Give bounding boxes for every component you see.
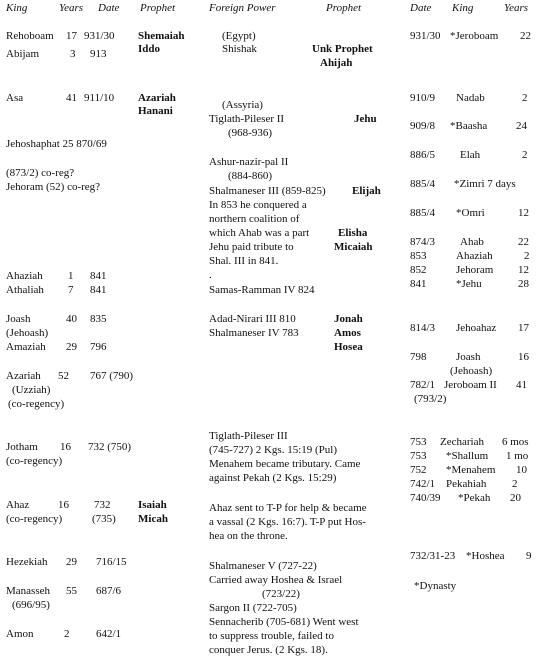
foreign-note: conquer Jerus. (2 Kgs. 18). bbox=[209, 644, 328, 656]
judah-king-name: Asa bbox=[6, 92, 24, 104]
judah-king-subtitle: (Jehoash) bbox=[6, 327, 49, 339]
judah-king-years: 2 bbox=[64, 628, 70, 640]
israel-king-years: 16 bbox=[518, 351, 529, 363]
judah-king-subtitle: (co-regency) bbox=[8, 398, 65, 410]
foreign-ruler: Sargon II (722-705) bbox=[209, 602, 297, 614]
israel-prophet: Unk Prophet bbox=[312, 43, 373, 55]
foreign-note: against Pekah (2 Kgs. 15:29) bbox=[209, 472, 337, 484]
israel-king-date: 732/31-23 bbox=[410, 550, 456, 562]
foreign-note: Menahem became tributary. Came bbox=[209, 458, 361, 470]
judah-king-subtitle: (Uzziah) bbox=[12, 384, 51, 396]
israel-king-name: *Pekah bbox=[458, 492, 491, 504]
israel-king-years: 41 bbox=[516, 379, 527, 391]
judah-king-name: Ahaziah bbox=[6, 270, 43, 282]
israel-king-date: 853 bbox=[410, 250, 427, 262]
judah-king-name: Manasseh bbox=[6, 585, 50, 597]
header-foreign-power: Foreign Power bbox=[209, 2, 276, 14]
israel-king-date: 852 bbox=[410, 264, 427, 276]
israel-king-years: 22 bbox=[520, 30, 531, 42]
judah-king-name: Athaliah bbox=[6, 284, 44, 296]
judah-king-subtitle: (co-regency) bbox=[6, 513, 63, 525]
judah-king-years: 40 bbox=[66, 313, 77, 325]
foreign-ruler-dates: (968-936) bbox=[228, 127, 272, 139]
judah-king-years: 41 bbox=[66, 92, 77, 104]
israel-prophet: Hosea bbox=[334, 341, 363, 353]
judah-prophet: Azariah bbox=[138, 92, 176, 104]
israel-king-years: 6 mos bbox=[502, 436, 529, 448]
foreign-note: which Ahab was a part bbox=[209, 227, 310, 239]
judah-king-name: Azariah bbox=[6, 370, 41, 382]
israel-king-name: *Jehu bbox=[456, 278, 482, 290]
judah-king-years: 7 bbox=[68, 284, 74, 296]
judah-king-name: Hezekiah bbox=[6, 556, 48, 568]
foreign-ruler: Shalmaneser IV 783 bbox=[209, 327, 299, 339]
foreign-note: (723/22) bbox=[262, 588, 300, 600]
foreign-ruler: Tiglath-Pileser III bbox=[209, 430, 288, 442]
judah-king-name: Amon bbox=[6, 628, 34, 640]
foreign-note: hea on the throne. bbox=[209, 530, 288, 542]
israel-king-years: 20 bbox=[510, 492, 521, 504]
foreign-note: Carried away Hoshea & Israel bbox=[209, 574, 343, 586]
judah-king-years: 3 bbox=[70, 48, 76, 60]
header-date-israel: Date bbox=[410, 2, 432, 14]
israel-king-date: 885/4 bbox=[410, 178, 436, 190]
israel-prophet: Elijah bbox=[352, 185, 381, 197]
header-years: Years bbox=[59, 2, 84, 14]
israel-king-years: 22 bbox=[518, 236, 529, 248]
header-date: Date bbox=[98, 2, 120, 14]
header-prophet: Prophet bbox=[140, 2, 176, 14]
israel-king-years: 28 bbox=[518, 278, 529, 290]
judah-king-date: 767 (790) bbox=[90, 370, 134, 382]
judah-king-years: 17 bbox=[66, 30, 77, 42]
israel-king-years: 2 bbox=[522, 92, 528, 104]
israel-king-name: *Baasha bbox=[450, 120, 488, 132]
israel-king-name: Jehoahaz bbox=[456, 322, 497, 334]
israel-king-date: 886/5 bbox=[410, 149, 436, 161]
judah-prophet: Hanani bbox=[138, 105, 173, 117]
judah-king-years: 16 bbox=[60, 441, 71, 453]
judah-king-line: Jehoshaphat 25 870/69 bbox=[6, 138, 107, 150]
israel-king-date: 841 bbox=[410, 278, 427, 290]
judah-prophet: Isaiah bbox=[138, 499, 167, 511]
dynasty-legend: *Dynasty bbox=[414, 580, 457, 592]
judah-king-date: 931/30 bbox=[84, 30, 115, 42]
foreign-note: Jehu paid tribute to bbox=[209, 241, 294, 253]
israel-prophet: Jehu bbox=[354, 113, 377, 125]
judah-king-name: Abijam bbox=[6, 48, 39, 60]
judah-king-date: 911/10 bbox=[84, 92, 115, 104]
israel-king-date: 874/3 bbox=[410, 236, 436, 248]
israel-king-years: 9 bbox=[526, 550, 532, 562]
judah-king-date: 913 bbox=[90, 48, 107, 60]
foreign-ruler: Shishak bbox=[222, 43, 257, 55]
israel-king-name: Jeroboam II bbox=[444, 379, 497, 391]
israel-king-name: Ahab bbox=[460, 236, 484, 248]
israel-king-date: 752 bbox=[410, 464, 427, 476]
judah-king-subtitle: (696/95) bbox=[12, 599, 50, 611]
foreign-note: Shal. III in 841. bbox=[209, 255, 279, 267]
judah-king-name: Rehoboam bbox=[6, 30, 54, 42]
israel-prophet: Jonah bbox=[334, 313, 363, 325]
israel-prophet: Elisha bbox=[338, 227, 368, 239]
israel-king-years: 2 bbox=[522, 149, 528, 161]
judah-king-years: 52 bbox=[58, 370, 69, 382]
judah-king-date: 732 (750) bbox=[88, 441, 132, 453]
foreign-ruler: Shalmaneser V (727-22) bbox=[209, 560, 317, 572]
israel-king-name: *Shallum bbox=[446, 450, 489, 462]
judah-king-name: Ahaz bbox=[6, 499, 30, 511]
israel-king-years: 2 bbox=[512, 478, 518, 490]
israel-king-date: 814/3 bbox=[410, 322, 436, 334]
israel-king-years: 17 bbox=[518, 322, 529, 334]
judah-king-name: Jotham bbox=[6, 441, 38, 453]
foreign-note: . bbox=[209, 269, 212, 281]
judah-king-years: 29 bbox=[66, 556, 77, 568]
foreign-note: a vassal (2 Kgs. 16:7). T-P put Hos- bbox=[209, 516, 366, 528]
header-king-israel: King bbox=[452, 2, 474, 14]
israel-king-name: *Jeroboam bbox=[450, 30, 499, 42]
israel-king-years: 24 bbox=[516, 120, 527, 132]
israel-prophet: Amos bbox=[334, 327, 361, 339]
judah-king-subtitle: (co-regency) bbox=[6, 455, 63, 467]
israel-king-subtitle: (Jehoash) bbox=[450, 365, 493, 377]
foreign-ruler: Adad-Nirari III 810 bbox=[209, 313, 296, 325]
judah-king-years: 29 bbox=[66, 341, 77, 353]
israel-king-years: 10 bbox=[516, 464, 527, 476]
israel-king-name: *Menahem bbox=[446, 464, 496, 476]
foreign-power-region: (Egypt) bbox=[222, 30, 256, 42]
israel-king-name: Jehoram bbox=[456, 264, 494, 276]
judah-king-years: 1 bbox=[68, 270, 74, 282]
foreign-ruler: Ashur-nazir-pal II bbox=[209, 156, 289, 168]
israel-king-name: Elah bbox=[460, 149, 481, 161]
judah-king-date: 796 bbox=[90, 341, 107, 353]
israel-king-name: Ahaziah bbox=[456, 250, 493, 262]
foreign-ruler-dates: (884-860) bbox=[228, 170, 272, 182]
israel-king-name: Zechariah bbox=[440, 436, 484, 448]
israel-king-date: 931/30 bbox=[410, 30, 441, 42]
israel-king-date: 782/1 bbox=[410, 379, 436, 391]
judah-king-date: (735) bbox=[92, 513, 116, 525]
header-prophet-foreign: Prophet bbox=[326, 2, 362, 14]
judah-king-date: 687/6 bbox=[96, 585, 122, 597]
israel-king-date: 798 bbox=[410, 351, 427, 363]
foreign-note: In 853 he conquered a bbox=[209, 199, 307, 211]
foreign-power-region: (Assyria) bbox=[222, 99, 263, 111]
israel-king-name: Joash bbox=[456, 351, 481, 363]
judah-king-date: 732 bbox=[94, 499, 111, 511]
foreign-ruler: Samas-Ramman IV 824 bbox=[209, 284, 315, 296]
israel-prophet: Ahijah bbox=[320, 57, 353, 69]
foreign-note: Ahaz sent to T-P for help & became bbox=[209, 502, 367, 514]
foreign-note: to suppress trouble, failed to bbox=[209, 630, 334, 642]
judah-king-name: Joash bbox=[6, 313, 31, 325]
israel-king-name: *Omri bbox=[456, 207, 485, 219]
judah-king-years: 16 bbox=[58, 499, 69, 511]
judah-king-name: Amaziah bbox=[6, 341, 46, 353]
judah-king-date: 835 bbox=[90, 313, 107, 325]
judah-prophet: Micah bbox=[138, 513, 168, 525]
israel-king-date: 753 bbox=[410, 450, 427, 462]
israel-king-years: 12 bbox=[518, 207, 529, 219]
israel-king-date: 909/8 bbox=[410, 120, 436, 132]
israel-king-date: 740/39 bbox=[410, 492, 441, 504]
israel-king-years: 12 bbox=[518, 264, 529, 276]
judah-prophet: Shemaiah bbox=[138, 30, 185, 42]
judah-king-date: 642/1 bbox=[96, 628, 122, 640]
israel-king-years: 2 bbox=[524, 250, 530, 262]
israel-king-date: 742/1 bbox=[410, 478, 436, 490]
foreign-ruler: Tiglath-Pileser II bbox=[209, 113, 285, 125]
israel-king-years: 1 mo bbox=[506, 450, 529, 462]
israel-king-subtitle: (793/2) bbox=[414, 393, 447, 405]
israel-king-date: 910/9 bbox=[410, 92, 436, 104]
israel-king-name: Nadab bbox=[456, 92, 485, 104]
judah-king-date: 841 bbox=[90, 284, 107, 296]
judah-king-years: 55 bbox=[66, 585, 77, 597]
foreign-note: northern coalition of bbox=[209, 213, 300, 225]
israel-king-name: *Zimri 7 days bbox=[454, 178, 516, 190]
israel-king-name: *Hoshea bbox=[466, 550, 505, 562]
judah-king-date: 716/15 bbox=[96, 556, 127, 568]
foreign-ruler: Shalmaneser III (859-825) bbox=[209, 185, 326, 197]
israel-prophet: Micaiah bbox=[334, 241, 373, 253]
israel-king-date: 885/4 bbox=[410, 207, 436, 219]
foreign-note: (745-727) 2 Kgs. 15:19 (Pul) bbox=[209, 444, 338, 456]
foreign-note: Sennacherib (705-681) Went west bbox=[209, 616, 359, 628]
judah-coregency-note: Jehoram (52) co-reg? bbox=[6, 181, 101, 193]
judah-prophet: Iddo bbox=[138, 43, 161, 55]
judah-king-date: 841 bbox=[90, 270, 107, 282]
header-years-israel: Years bbox=[504, 2, 529, 14]
israel-king-name: Pekahiah bbox=[446, 478, 487, 490]
header-king: King bbox=[6, 2, 28, 14]
israel-king-date: 753 bbox=[410, 436, 427, 448]
judah-coregency-note: (873/2) co-reg? bbox=[6, 167, 75, 179]
